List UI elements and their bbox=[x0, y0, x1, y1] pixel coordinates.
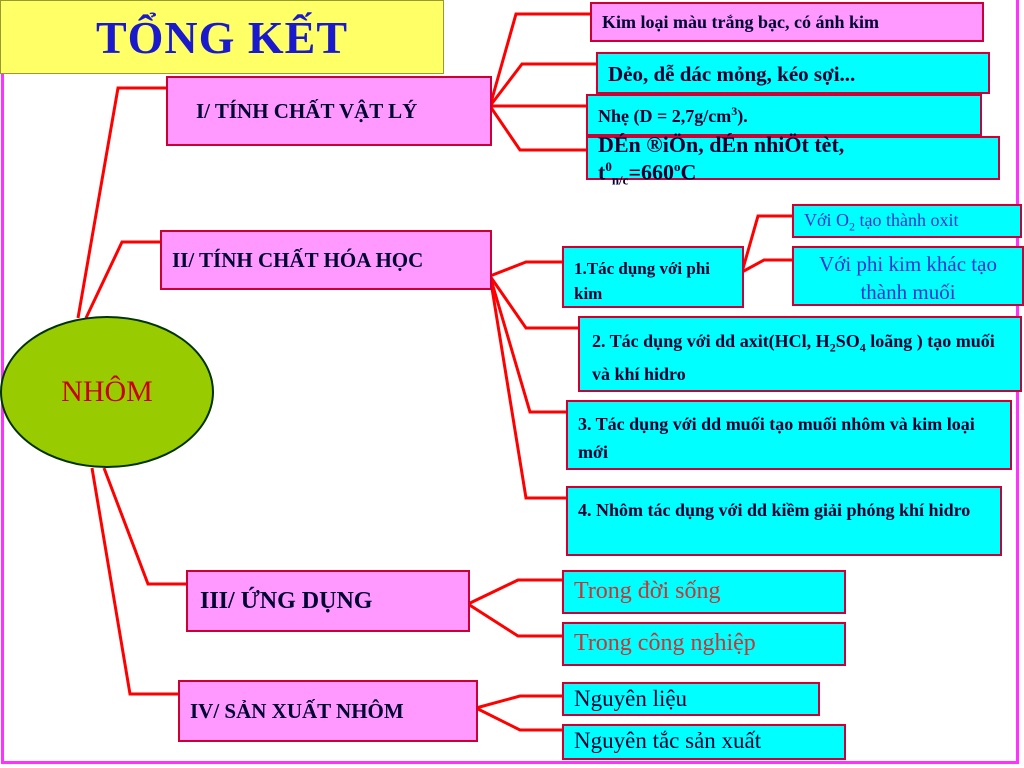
chemical-prop-1: 1.Tác dụng với phi kim bbox=[562, 246, 744, 308]
physical-prop-4: DÉn ®iÖn, dÉn nhiÖt tèt, $t^0_{n/c}=660^oC$ bbox=[586, 136, 1000, 180]
connector-physical-p2 bbox=[490, 64, 598, 106]
category-physical-label: I/ TÍNH CHẤT VẬT LÝ bbox=[196, 98, 418, 123]
connector-center-production bbox=[92, 468, 180, 694]
connector-chemical-c4 bbox=[490, 276, 568, 498]
center-label: NHÔM bbox=[61, 375, 153, 408]
chemical-prop-4: 4. Nhôm tác dụng với dd kiềm giải phóng khí hidro bbox=[566, 486, 1002, 556]
category-chemical bbox=[160, 230, 492, 290]
connector-production-m1 bbox=[476, 696, 562, 708]
physical-prop-1: Kim loại màu trắng bạc, có ánh kim bbox=[590, 2, 984, 42]
connector-c1-sub2 bbox=[742, 260, 794, 272]
production-principle: Nguyên tắc sản xuất bbox=[562, 724, 846, 760]
connector-application-a1 bbox=[468, 580, 562, 604]
chemical-sub-salt: Với phi kim khác tạo thành muối bbox=[792, 246, 1024, 306]
connector-c1-sub1 bbox=[742, 216, 794, 272]
connector-center-physical bbox=[78, 88, 168, 318]
connector-physical-p4 bbox=[490, 106, 588, 150]
application-industry: Trong công nghiệp bbox=[562, 622, 846, 666]
chemical-prop-3: 3. Tác dụng với dd muối tạo muối nhôm và kim loại mới bbox=[566, 400, 1012, 470]
slide-title: TỔNG KẾT bbox=[95, 11, 349, 63]
connector-application-a2 bbox=[468, 604, 562, 636]
connector-chemical-c1 bbox=[490, 262, 564, 276]
category-application bbox=[186, 570, 470, 632]
connector-production-m2 bbox=[476, 708, 562, 730]
category-physical bbox=[166, 76, 492, 146]
physical-prop-2: Dẻo, dễ dác mỏng, kéo sợi... bbox=[596, 52, 990, 94]
connector-center-chemical bbox=[86, 242, 162, 318]
category-chemical-label: II/ TÍNH CHẤT HÓA HỌC bbox=[172, 247, 424, 272]
application-daily-life: Trong đời sống bbox=[562, 570, 846, 614]
center-node bbox=[0, 316, 214, 468]
chemical-prop-2: 2. Tác dụng với dd axit(HCl, $H_2SO_4$ loãng ) tạo muối và khí hidro bbox=[578, 316, 1022, 392]
connector-physical-p1 bbox=[490, 14, 592, 106]
slide-title-box bbox=[0, 0, 444, 74]
category-production-label: IV/ SẢN XUẤT NHÔM bbox=[190, 698, 404, 723]
category-production bbox=[178, 680, 478, 742]
category-application-label: III/ ỨNG DỤNG bbox=[200, 587, 373, 614]
connector-center-application bbox=[104, 468, 188, 584]
physical-prop-3: Nhẹ $(D = 2,7g/cm^3)$. bbox=[586, 94, 982, 136]
chemical-sub-oxide: Với $O_2$ tạo thành oxit bbox=[792, 204, 1022, 238]
production-raw-material: Nguyên liệu bbox=[562, 682, 820, 716]
